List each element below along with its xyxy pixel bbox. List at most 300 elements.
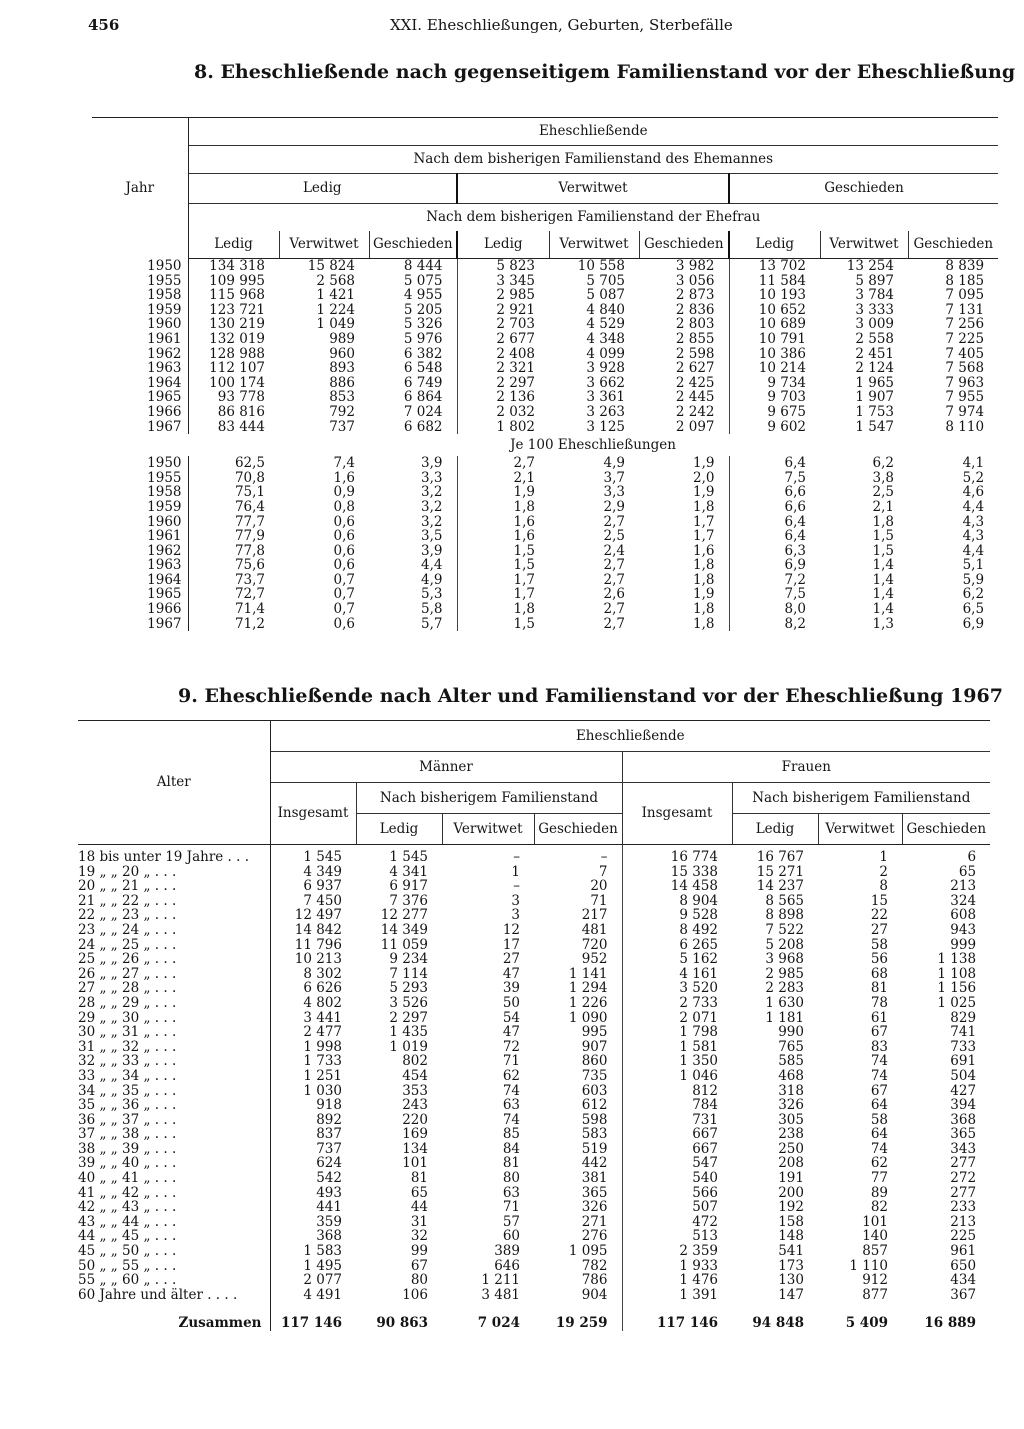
value-cell: 16 774 (670, 849, 718, 865)
value-cell: 1 019 (389, 1038, 428, 1055)
value-cell: 359 (316, 1213, 342, 1230)
value-cell: 1 (879, 849, 888, 865)
value-cell: 15 (870, 892, 888, 909)
value-cell: 1,8 (639, 617, 729, 632)
value-cell: 80 (410, 1272, 428, 1289)
age-cell: 39 „ „ 40 „ . . . (78, 1156, 270, 1171)
value-cell: 646 (494, 1257, 520, 1274)
value-cell: 1 095 (534, 1244, 622, 1259)
value-cell: 67 (870, 1024, 888, 1041)
value-cell: 238 (778, 1126, 804, 1143)
value-cell: 1 294 (534, 981, 622, 996)
value-cell: 4,4 (962, 542, 985, 559)
year-cell: 1965 (92, 390, 188, 405)
table-row (78, 1054, 990, 1069)
table9-col-header: Ledig (356, 814, 442, 845)
value-cell: 1,8 (639, 500, 729, 515)
table-row (92, 544, 998, 559)
value-cell: 7 376 (389, 892, 428, 909)
value-cell: 9 528 (679, 907, 718, 924)
value-cell: 1 090 (534, 1011, 622, 1026)
value-cell: 2 242 (639, 405, 729, 420)
value-cell: 608 (950, 907, 977, 924)
value-cell: 1 421 (316, 287, 355, 304)
table-row (78, 1229, 990, 1244)
value-cell: 472 (692, 1213, 718, 1230)
value-cell: 2,1 (872, 498, 894, 515)
value-cell: 2 032 (496, 403, 535, 420)
value-cell: 2 477 (303, 1024, 342, 1041)
value-cell: 71 (502, 1053, 520, 1070)
value-cell: 0,6 (333, 542, 355, 559)
total-value-cell: 117 146 (656, 1315, 718, 1332)
value-cell: 765 (778, 1038, 804, 1055)
value-cell: 2 733 (679, 994, 718, 1011)
value-cell: 990 (778, 1024, 804, 1041)
year-cell: 1959 (92, 500, 188, 515)
age-cell: 34 „ „ 35 „ . . . (78, 1084, 270, 1099)
table-row (78, 1288, 990, 1303)
age-cell: 44 „ „ 45 „ . . . (78, 1229, 270, 1244)
table-row (92, 317, 998, 332)
table9-title: 9. Eheschließende nach Alter und Familienstand vor der Eheschließung 1967 (178, 685, 1003, 707)
value-cell: 10 193 (758, 287, 806, 304)
value-cell: 7 131 (945, 301, 985, 318)
value-cell: 1,8 (513, 498, 535, 515)
value-cell: 389 (494, 1243, 520, 1260)
age-cell: 26 „ „ 27 „ . . . (78, 967, 270, 982)
table-row (78, 894, 990, 909)
value-cell: 504 (950, 1067, 977, 1084)
value-cell: 4 348 (586, 330, 625, 347)
value-cell: 2 136 (496, 389, 535, 406)
value-cell: 365 (534, 1186, 622, 1201)
value-cell: 65 (958, 863, 977, 880)
table9-women-header: Frauen (622, 752, 990, 783)
value-cell: 3 (511, 892, 520, 909)
value-cell: 9 703 (767, 389, 806, 406)
value-cell: 10 214 (758, 360, 806, 377)
total-value-cell: 117 146 (280, 1315, 342, 1332)
table8-wife-header: Nach dem bisherigen Familienstand der Ehefrau (426, 209, 761, 226)
value-cell: 960 (329, 345, 355, 362)
table-row (78, 1244, 990, 1259)
table-row (78, 1011, 990, 1026)
value-cell: 7 963 (945, 374, 985, 391)
value-cell: 86 816 (217, 403, 265, 420)
value-cell: 6,4 (784, 513, 806, 530)
value-cell: 737 (316, 1140, 342, 1157)
value-cell: 74 (870, 1140, 888, 1157)
age-cell: 45 „ „ 50 „ . . . (78, 1244, 270, 1259)
value-cell: 101 (862, 1213, 888, 1230)
value-cell: 12 (502, 921, 520, 938)
year-cell: 1964 (92, 376, 188, 391)
running-title: XXI. Eheschließungen, Geburten, Sterbefälle (390, 16, 733, 34)
value-cell: 1,7 (513, 571, 535, 588)
value-cell: 243 (402, 1097, 428, 1114)
value-cell: 5 208 (765, 936, 804, 953)
value-cell: 100 174 (209, 374, 265, 391)
value-cell: 1 933 (679, 1257, 718, 1274)
value-cell: 4,3 (962, 513, 985, 530)
total-value-cell: 5 409 (845, 1315, 888, 1332)
value-cell: 353 (402, 1082, 428, 1099)
value-cell: 2 627 (639, 361, 729, 376)
value-cell: 147 (778, 1286, 804, 1303)
value-cell: 368 (950, 1111, 977, 1128)
table-row (92, 587, 998, 602)
table-row (92, 361, 998, 376)
total-value-cell: 16 889 (924, 1315, 977, 1332)
table-row (78, 923, 990, 938)
age-cell: 29 „ „ 30 „ . . . (78, 1011, 270, 1026)
value-cell: 62 (870, 1155, 888, 1172)
value-cell: 192 (778, 1199, 804, 1216)
value-cell: 2 451 (855, 345, 894, 362)
value-cell: 13 702 (758, 258, 806, 274)
value-cell: 2 321 (496, 360, 535, 377)
value-cell: 80 (502, 1170, 520, 1187)
value-cell: 4,9 (603, 455, 625, 472)
value-cell: 952 (534, 952, 622, 967)
value-cell: 75,1 (234, 484, 265, 501)
table-row (78, 1142, 990, 1157)
value-cell: 8 444 (369, 259, 457, 274)
value-cell: 368 (316, 1228, 342, 1245)
value-cell: 3,3 (369, 471, 457, 486)
value-cell: 343 (950, 1140, 977, 1157)
value-cell: 3 968 (765, 951, 804, 968)
page-header (88, 16, 988, 40)
table-row (92, 420, 998, 435)
value-cell: 2,7 (603, 601, 625, 618)
table-row (92, 274, 998, 289)
value-cell: 134 (402, 1140, 428, 1157)
table8-stub-header: Jahr (92, 118, 188, 259)
table-row (78, 1025, 990, 1040)
value-cell: 12 277 (380, 907, 428, 924)
value-cell: 6,4 (784, 455, 806, 472)
value-cell: 598 (534, 1113, 622, 1128)
value-cell: 15 338 (670, 863, 718, 880)
value-cell: 112 107 (209, 360, 265, 377)
table9-col-header: Ledig (732, 814, 818, 845)
value-cell: 72 (502, 1038, 520, 1055)
value-cell: 1 138 (937, 951, 977, 968)
value-cell: 961 (950, 1243, 977, 1260)
value-cell: 1 435 (389, 1024, 428, 1041)
value-cell: 2 855 (639, 332, 729, 347)
value-cell: 3,2 (369, 515, 457, 530)
value-cell: 11 796 (294, 936, 342, 953)
value-cell: 1 495 (303, 1257, 342, 1274)
value-cell: 1,4 (872, 586, 894, 603)
value-cell: 134 318 (209, 258, 265, 274)
value-cell: 123 721 (209, 301, 265, 318)
value-cell: 1 581 (679, 1038, 718, 1055)
value-cell: 3,7 (603, 469, 625, 486)
value-cell: 812 (692, 1082, 718, 1099)
value-cell: – (513, 878, 520, 895)
value-cell: 2 558 (855, 330, 894, 347)
value-cell: 667 (692, 1140, 718, 1157)
value-cell: 72,7 (234, 586, 265, 603)
value-cell: 130 (778, 1272, 804, 1289)
value-cell: 2 836 (639, 303, 729, 318)
value-cell: 1 251 (303, 1067, 342, 1084)
table8-subhead-stub (92, 434, 188, 456)
value-cell: 6 265 (679, 936, 718, 953)
table8-absolute-body (92, 259, 998, 435)
value-cell: 6 (967, 849, 977, 865)
value-cell: 3 441 (303, 1009, 342, 1026)
value-cell: 1 226 (534, 996, 622, 1011)
value-cell: 16 767 (756, 849, 804, 865)
value-cell: 1 108 (937, 965, 977, 982)
value-cell: 4 099 (586, 345, 625, 362)
table-row (92, 500, 998, 515)
table-row (92, 390, 998, 405)
value-cell: 541 (778, 1243, 804, 1260)
table-row (92, 617, 998, 632)
value-cell: 6 548 (369, 361, 457, 376)
value-cell: 2,1 (513, 469, 535, 486)
table-row (78, 1200, 990, 1215)
value-cell: 6 682 (369, 420, 457, 435)
table8-title: 8. Eheschließende nach gegenseitigem Familienstand vor der Eheschließung (194, 61, 1016, 83)
value-cell: 837 (316, 1126, 342, 1143)
value-cell: 3 345 (496, 272, 535, 289)
value-cell: 74 (502, 1111, 520, 1128)
value-cell: 1,8 (639, 558, 729, 573)
value-cell: 271 (534, 1215, 622, 1230)
value-cell: 4 161 (679, 965, 718, 982)
year-cell: 1967 (92, 420, 188, 435)
value-cell: 1,9 (639, 587, 729, 602)
table-row (92, 471, 998, 486)
value-cell: 3 784 (855, 287, 894, 304)
value-cell: 7 256 (945, 316, 985, 333)
value-cell: 365 (950, 1126, 977, 1143)
value-cell: 8,0 (784, 601, 806, 618)
value-cell: 4,9 (369, 573, 457, 588)
value-cell: 5,7 (369, 617, 457, 632)
table9-stub-header: Alter (78, 721, 270, 845)
value-cell: 9 675 (767, 403, 806, 420)
value-cell: 1,6 (639, 544, 729, 559)
value-cell: 2 297 (389, 1009, 428, 1026)
value-cell: 3,8 (872, 469, 894, 486)
value-cell: 14 842 (294, 921, 342, 938)
value-cell: 200 (778, 1184, 804, 1201)
value-cell: 0,8 (333, 498, 355, 515)
value-cell: 77,7 (234, 513, 265, 530)
year-cell: 1960 (92, 317, 188, 332)
value-cell: 1 583 (303, 1243, 342, 1260)
value-cell: 1,5 (872, 542, 894, 559)
value-cell: 14 458 (670, 878, 718, 895)
value-cell: 7,2 (784, 571, 806, 588)
value-cell: 1,9 (639, 456, 729, 471)
value-cell: 6,3 (784, 542, 806, 559)
value-cell: 7 (534, 865, 622, 880)
value-cell: 1,5 (513, 615, 535, 632)
value-cell: 2 873 (639, 288, 729, 303)
value-cell: 585 (778, 1053, 804, 1070)
table-row (92, 332, 998, 347)
value-cell: 1 547 (855, 418, 894, 435)
value-cell: 106 (402, 1286, 428, 1303)
value-cell: 4,1 (962, 455, 985, 472)
age-cell: 43 „ „ 44 „ . . . (78, 1215, 270, 1230)
value-cell: 58 (870, 1111, 888, 1128)
age-cell: 42 „ „ 43 „ . . . (78, 1200, 270, 1215)
value-cell: 5 897 (855, 272, 894, 289)
table9-col-header: Geschieden (534, 814, 622, 845)
value-cell: 3,2 (369, 500, 457, 515)
value-cell: 2,6 (603, 586, 625, 603)
value-cell: 3 056 (639, 274, 729, 289)
age-cell: 27 „ „ 28 „ . . . (78, 981, 270, 996)
value-cell: 4,4 (369, 558, 457, 573)
value-cell: 5 293 (389, 980, 428, 997)
value-cell: 13 254 (846, 258, 894, 274)
value-cell: 3 125 (586, 418, 625, 435)
value-cell: 1,6 (333, 469, 355, 486)
value-cell: 15 824 (307, 258, 355, 274)
value-cell: 5 705 (586, 272, 625, 289)
value-cell: 148 (778, 1228, 804, 1245)
value-cell: 3 263 (586, 403, 625, 420)
value-cell: 67 (870, 1082, 888, 1099)
value-cell: 7 114 (389, 965, 428, 982)
age-cell: 21 „ „ 22 „ . . . (78, 894, 270, 909)
table8-col-header: Ledig (729, 231, 820, 259)
value-cell: 217 (534, 908, 622, 923)
value-cell: 47 (502, 1024, 520, 1041)
value-cell: 2 803 (639, 317, 729, 332)
table8 (92, 117, 998, 631)
table8-top-header: Eheschließende (188, 118, 998, 146)
value-cell: 5,2 (962, 469, 985, 486)
value-cell: 71,2 (234, 615, 265, 632)
year-cell: 1958 (92, 288, 188, 303)
value-cell: 3,9 (369, 456, 457, 471)
value-cell: 6,4 (784, 528, 806, 545)
value-cell: 15 271 (756, 863, 804, 880)
value-cell: 1 025 (937, 994, 977, 1011)
value-cell: 1 545 (303, 849, 342, 865)
value-cell: 9 234 (389, 951, 428, 968)
table-row (92, 376, 998, 391)
value-cell: 2 071 (679, 1009, 718, 1026)
value-cell: 542 (316, 1170, 342, 1187)
table9-men-total-header: Insgesamt (270, 783, 356, 845)
age-cell: 28 „ „ 29 „ . . . (78, 996, 270, 1011)
value-cell: 860 (534, 1054, 622, 1069)
year-cell: 1966 (92, 405, 188, 420)
value-cell: 2 445 (639, 390, 729, 405)
value-cell: 31 (410, 1213, 428, 1230)
value-cell: 1,5 (513, 542, 535, 559)
value-cell: 1 181 (765, 1009, 804, 1026)
value-cell: 2 677 (496, 330, 535, 347)
age-cell: 60 Jahre und älter . . . . (78, 1288, 270, 1303)
age-cell: 23 „ „ 24 „ . . . (78, 923, 270, 938)
table8-col-header: Ledig (188, 231, 279, 259)
table8-group-verwitwet: Verwitwet (457, 174, 729, 204)
value-cell: 7 095 (945, 287, 985, 304)
age-cell: 37 „ „ 38 „ . . . (78, 1127, 270, 1142)
value-cell: 1 224 (316, 301, 355, 318)
value-cell: 76,4 (234, 498, 265, 515)
value-cell: 4 349 (303, 863, 342, 880)
value-cell: 20 (534, 879, 622, 894)
value-cell: 83 444 (217, 418, 265, 435)
value-cell: 62 (502, 1067, 520, 1084)
value-cell: 1,7 (513, 586, 535, 603)
value-cell: 1,7 (639, 529, 729, 544)
value-cell: 1 046 (679, 1067, 718, 1084)
age-cell: 20 „ „ 21 „ . . . (78, 879, 270, 894)
value-cell: 3 526 (389, 994, 428, 1011)
value-cell: 0,7 (333, 571, 355, 588)
year-cell: 1965 (92, 587, 188, 602)
value-cell: 75,6 (234, 557, 265, 574)
value-cell: 893 (329, 360, 355, 377)
table9-col-header: Verwitwet (442, 814, 534, 845)
value-cell: 14 237 (756, 878, 804, 895)
value-cell: 2,5 (872, 484, 894, 501)
value-cell: 886 (329, 374, 355, 391)
value-cell: 213 (950, 878, 977, 895)
value-cell: 2 985 (496, 287, 535, 304)
value-cell: 74 (870, 1053, 888, 1070)
value-cell: 250 (778, 1140, 804, 1157)
year-cell: 1955 (92, 274, 188, 289)
year-cell: 1962 (92, 544, 188, 559)
value-cell: 829 (950, 1009, 977, 1026)
value-cell: 1,5 (513, 557, 535, 574)
table-row (78, 1171, 990, 1186)
value-cell: 10 558 (577, 258, 625, 274)
value-cell: 71,4 (234, 601, 265, 618)
total-value-cell: 94 848 (752, 1315, 804, 1332)
value-cell: 892 (316, 1111, 342, 1128)
value-cell: 7 955 (945, 389, 985, 406)
age-cell: 41 „ „ 42 „ . . . (78, 1186, 270, 1201)
total-row (78, 1302, 990, 1331)
value-cell: 6 626 (303, 980, 342, 997)
page-number: 456 (88, 16, 120, 34)
value-cell: 2 283 (765, 980, 804, 997)
value-cell: 0,9 (333, 484, 355, 501)
value-cell: 3 (511, 907, 520, 924)
value-cell: 3,2 (369, 485, 457, 500)
value-cell: 857 (862, 1243, 888, 1260)
value-cell: 10 386 (758, 345, 806, 362)
age-cell: 55 „ „ 60 „ . . . (78, 1273, 270, 1288)
value-cell: 943 (950, 921, 977, 938)
value-cell: 6,5 (962, 601, 985, 618)
value-cell: 213 (950, 1213, 977, 1230)
value-cell: 442 (534, 1156, 622, 1171)
value-cell: 2,7 (603, 615, 625, 632)
value-cell: 1,6 (513, 528, 535, 545)
table-row (78, 952, 990, 967)
value-cell: 2,7 (603, 571, 625, 588)
